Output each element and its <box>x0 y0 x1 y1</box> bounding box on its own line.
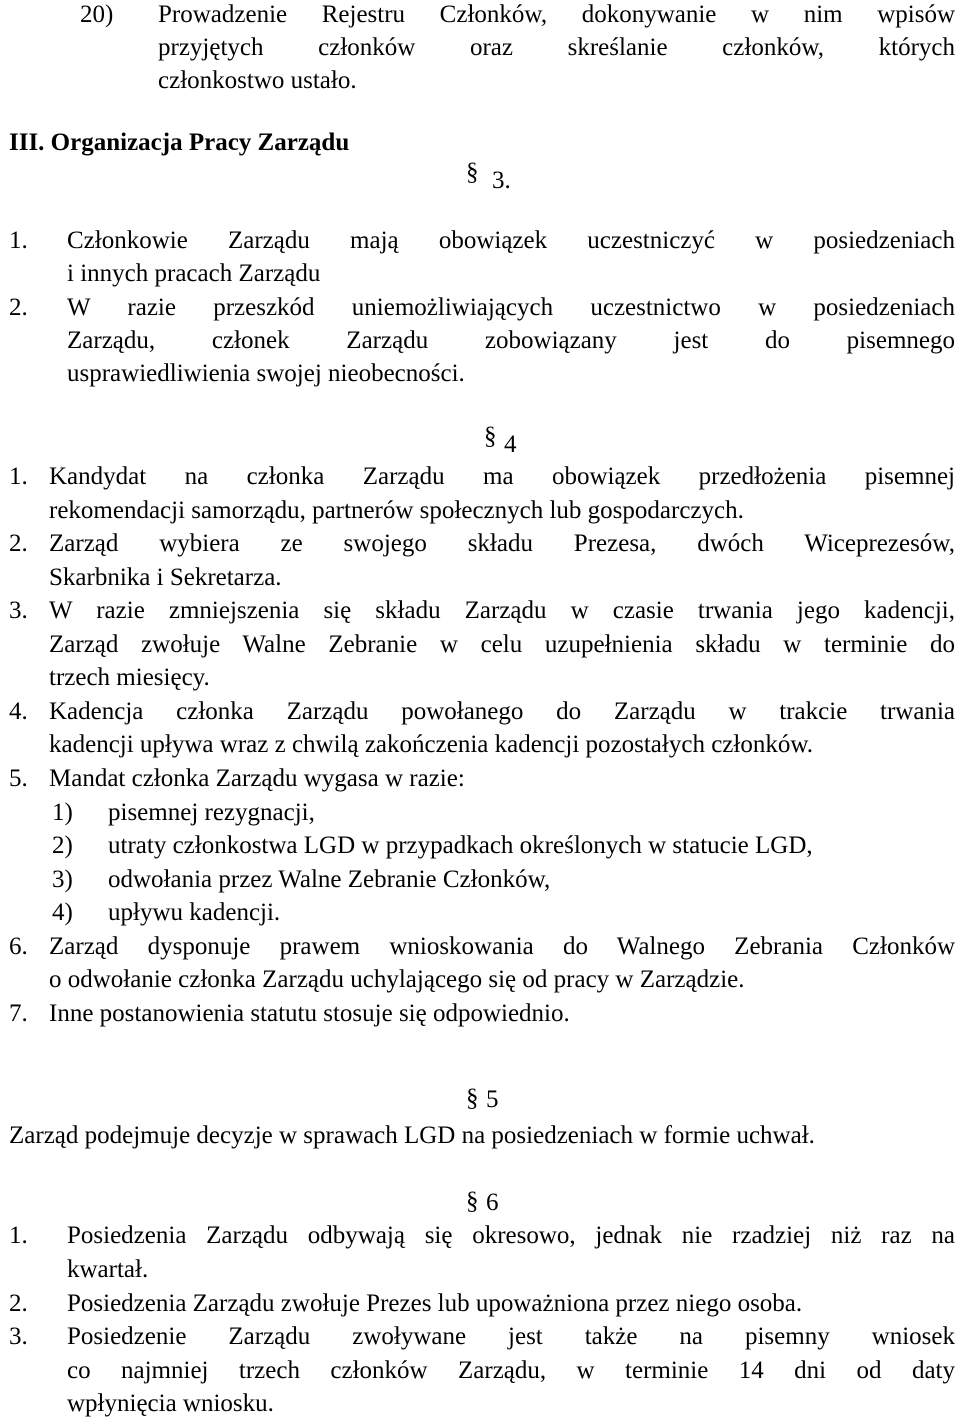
list-number: 3. <box>9 597 28 624</box>
list-number: 2) <box>52 832 73 859</box>
section-sign-icon: § <box>466 1085 479 1112</box>
section-sign-icon: § <box>466 1188 479 1215</box>
text-line: Kandydat na członka Zarządu ma obowiązek przedłożenia pisemnej <box>49 463 955 490</box>
text-line: W razie zmniejszenia się składu Zarządu w czasie trwania jego kadencji, <box>49 597 955 624</box>
text-line: odwołania przez Walne Zebranie Członków, <box>108 866 551 893</box>
text-line: Skarbnika i Sekretarza. <box>49 564 282 591</box>
text-line: członkostwo ustało. <box>158 67 357 94</box>
list-number: 1. <box>9 227 28 254</box>
text-line: wpłynięcia wniosku. <box>67 1390 274 1417</box>
section-number: 5 <box>486 1086 499 1113</box>
text-line: Zarząd dysponuje prawem wnioskowania do Walnego Zebrania Członków <box>49 933 955 960</box>
list-number: 2. <box>9 530 28 557</box>
text-line: pisemnej rezygnacji, <box>108 799 315 826</box>
text-line: Członkowie Zarządu mają obowiązek uczestniczyć w posiedzeniach <box>67 227 955 254</box>
text-line: kadencji upływa wraz z chwilą zakończenia kadencji pozostałych członków. <box>49 731 814 758</box>
text-line: kwartał. <box>67 1256 149 1283</box>
list-number: 6. <box>9 933 28 960</box>
text-line: Inne postanowienia statutu stosuje się odpowiednio. <box>49 1000 570 1027</box>
text-line: Prowadzenie Rejestru Członków, dokonywanie w nim wpisów <box>158 1 955 28</box>
text-line: W razie przeszkód uniemożliwiających uczestnictwo w posiedzeniach <box>67 294 955 321</box>
text-line: rekomendacji samorządu, partnerów społecznych lub gospodarczych. <box>49 497 744 524</box>
text-line: utraty członkostwa LGD w przypadkach określonych w statucie LGD, <box>108 832 813 859</box>
text-line: Mandat członka Zarządu wygasa w razie: <box>49 765 465 792</box>
text-line: Kadencja członka Zarządu powołanego do Zarządu w trakcie trwania <box>49 698 955 725</box>
text-line: Zarządu, członek Zarządu zobowiązany jest do pisemnego <box>67 327 955 354</box>
section-number: 4 <box>504 431 517 458</box>
list-number: 2. <box>9 294 28 321</box>
text-line: upływu kadencji. <box>108 899 281 926</box>
text-line: i innych pracach Zarządu <box>67 260 321 287</box>
section-number: 3. <box>492 167 511 194</box>
list-number: 7. <box>9 1000 28 1027</box>
text-line: trzech miesięcy. <box>49 664 210 691</box>
section-sign-icon: § <box>466 159 479 186</box>
text-line: Posiedzenia Zarządu odbywają się okresowo, jednak nie rzadziej niż raz na <box>67 1222 955 1249</box>
list-number: 1. <box>9 1222 28 1249</box>
text-line: Zarząd podejmuje decyzje w sprawach LGD na posiedzeniach w formie uchwał. <box>9 1122 815 1149</box>
text-line: Zarząd wybiera ze swojego składu Prezesa, dwóch Wiceprezesów, <box>49 530 955 557</box>
text-line: usprawiedliwienia swojej nieobecności. <box>67 360 465 387</box>
list-number: 4) <box>52 899 73 926</box>
list-number: 1. <box>9 463 28 490</box>
text-line: o odwołanie członka Zarządu uchylającego się od pracy w Zarządzie. <box>49 966 745 993</box>
text-line: Posiedzenie Zarządu zwoływane jest także na pisemny wniosek <box>67 1323 955 1350</box>
section-number: 6 <box>486 1189 499 1216</box>
text-line: przyjętych członków oraz skreślanie członków, których <box>158 34 955 61</box>
text-line: Posiedzenia Zarządu zwołuje Prezes lub upoważniona przez niego osoba. <box>67 1290 803 1317</box>
text-line: Zarząd zwołuje Walne Zebranie w celu uzupełnienia składu w terminie do <box>49 631 955 658</box>
list-number: 3) <box>52 866 73 893</box>
list-number: 5. <box>9 765 28 792</box>
chapter-heading: III. Organizacja Pracy Zarządu <box>9 129 350 156</box>
list-number: 3. <box>9 1323 28 1350</box>
list-number: 1) <box>52 799 73 826</box>
text-line: co najmniej trzech członków Zarządu, w terminie 14 dni od daty <box>67 1357 955 1384</box>
section-sign-icon: § <box>484 423 497 450</box>
list-number: 4. <box>9 698 28 725</box>
list-number: 2. <box>9 1290 28 1317</box>
list-number: 20) <box>80 1 114 28</box>
